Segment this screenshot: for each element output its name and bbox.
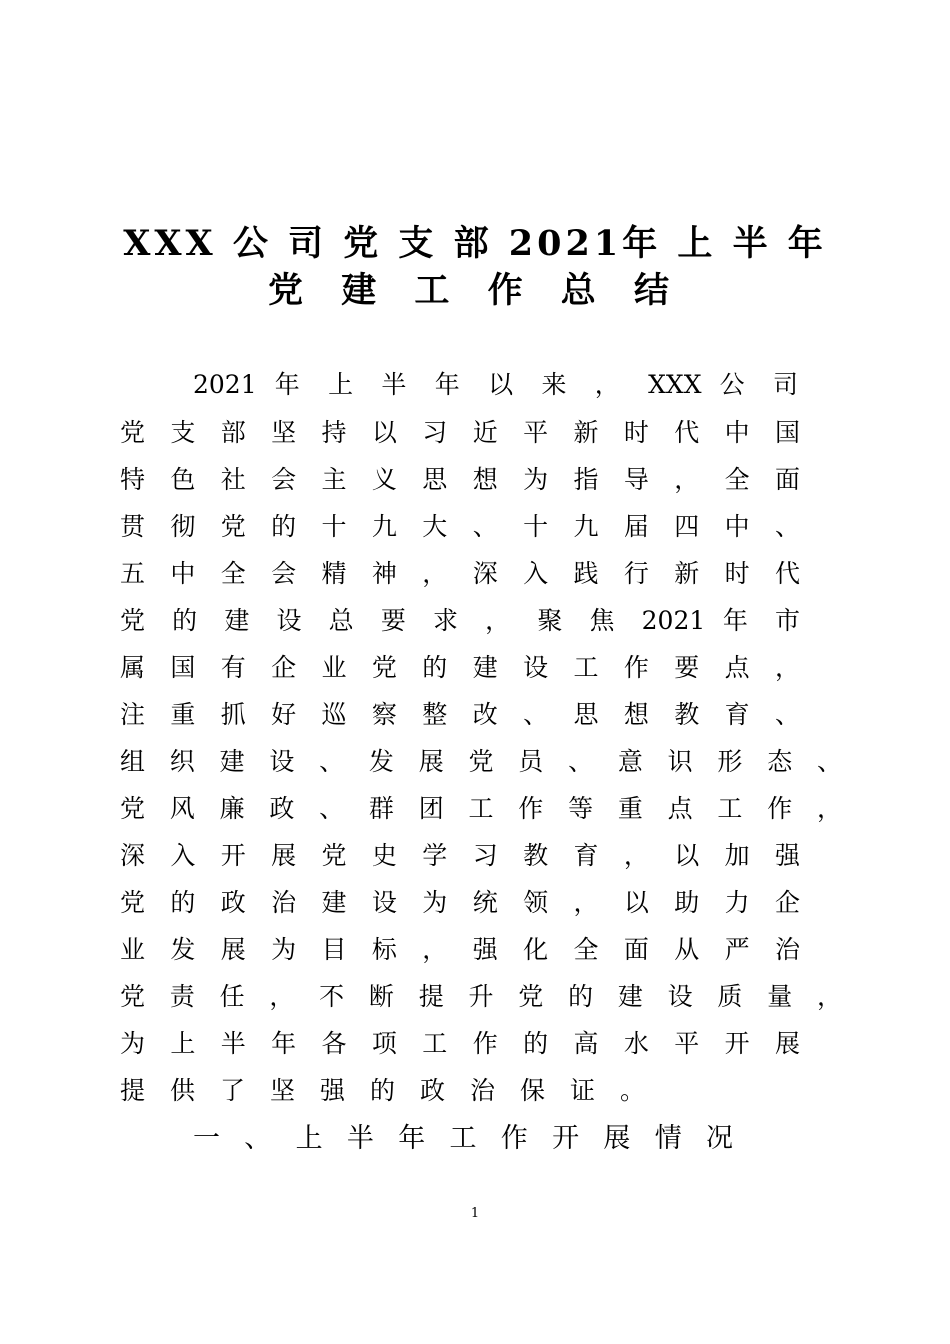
paragraph-line-4: 贯 彻 党 的 十 九 大 、 十 九 届 四 中 、: [120, 512, 800, 541]
paragraph-line-11: 深 入 开 展 党 史 学 习 教 育 ， 以 加 强: [120, 841, 800, 870]
page-number: 1: [470, 1206, 480, 1221]
paragraph-line-5: 五 中 全 会 精 神 ， 深 入 践 行 新 时 代: [120, 559, 800, 588]
paragraph-line-6: 党 的 建 设 总 要 求 ， 聚 焦 2021 年 市: [120, 606, 800, 635]
paragraph-line-12: 党 的 政 治 建 设 为 统 领 ， 以 助 力 企: [120, 888, 800, 917]
document-title-line-2: 党 建 工 作 总 结: [268, 270, 682, 311]
paragraph-line-7: 属 国 有 企 业 党 的 建 设 工 作 要 点 ，: [120, 653, 800, 682]
paragraph-line-9: 组 织 建 设 、 发 展 党 员 、 意 识 形 态 、: [120, 747, 842, 776]
document-title-line-1: XXX 公 司 党 支 部 2021年 上 半 年: [123, 223, 827, 264]
section-heading: 一 、 上 半 年 工 作 开 展 情 况: [193, 1123, 733, 1154]
paragraph-line-15: 为 上 半 年 各 项 工 作 的 高 水 平 开 展: [120, 1029, 800, 1058]
paragraph-line-1: 2021 年 上 半 年 以 来 ， XXX 公 司: [193, 370, 798, 399]
paragraph-line-8: 注 重 抓 好 巡 察 整 改 、 思 想 教 育 、: [120, 700, 800, 729]
paragraph-line-2: 党 支 部 坚 持 以 习 近 平 新 时 代 中 国: [120, 418, 800, 447]
paragraph-line-16: 提供了坚强的政治保证。: [120, 1076, 671, 1105]
paragraph-line-3: 特 色 社 会 主 义 思 想 为 指 导 ， 全 面: [120, 465, 800, 494]
paragraph-line-10: 党 风 廉 政 、 群 团 工 作 等 重 点 工 作 ，: [120, 794, 842, 823]
paragraph-line-13: 业 发 展 为 目 标 ， 强 化 全 面 从 严 治: [120, 935, 800, 964]
paragraph-line-14: 党 责 任 ， 不 断 提 升 党 的 建 设 质 量 ，: [120, 982, 842, 1011]
